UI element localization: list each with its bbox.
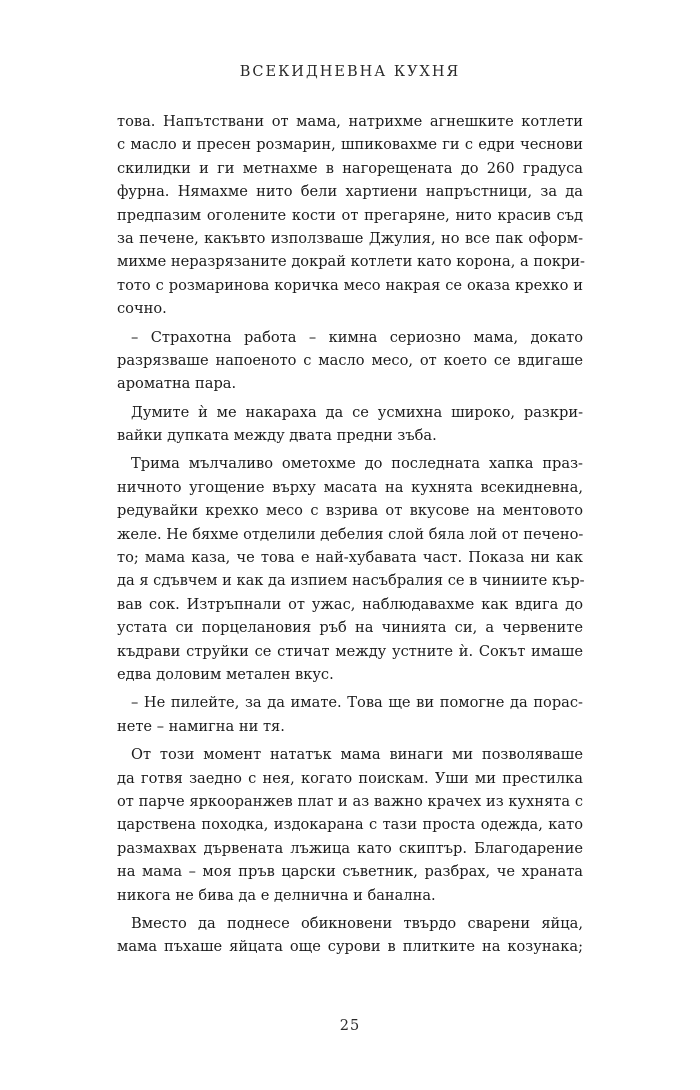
paragraph [117,401,583,448]
text-line: нете – намигна ни тя. [117,717,285,735]
text-line: то; мама каза, че това е най-хубавата част. Показа ни как [117,549,583,567]
page-number: 25 [339,1018,361,1034]
text-line: това. Напътствани от мама, натрихме агнешките котлети [117,113,583,130]
text-line: фурна. Нямахме нито бели хартиени напръстници, за да [117,183,583,201]
text-line: предпазим оголените кости от прегаряне, нито красив съд [117,206,583,224]
body-text [117,110,583,959]
text-line: от парче яркооранжев плат и аз важно крачех из кухнята с [117,792,583,810]
text-line: желе. Не бяхме отделили дебелия слой бяла лой от печено- [117,525,584,543]
text-line: михме неразрязаните докрай котлети като корона, а покри- [117,253,585,271]
text-line: Трима мълчаливо ометохме до последната хапка праз- [131,455,583,473]
text-line: с масло и пресен розмарин, шпиковахме ги с едри чеснови [117,136,583,154]
text-line: Вместо да поднесе обикновени твърдо сварени яйца, [131,914,583,932]
paragraph [117,110,583,321]
text-line: ничното угощение върху масата на кухнята всекидневна, [117,478,583,496]
text-line: тото с розмаринова коричка месо накрая се оказа крехко и [117,276,583,294]
text-line: мама пъхаше яйцата още сурови в плитките на козунака; [117,938,583,956]
text-line: редувайки крехко месо с взрива от вкусове на ментовото [117,502,583,520]
text-line: размахвах дървената лъжица като скиптър. Благодарение [117,839,583,857]
text-line: вав сок. Изтръпнали от ужас, наблюдавахме как вдига до [117,595,583,613]
text-line: да я сдъвчем и как да изпием насъбралия се в чиниите кър- [117,572,585,590]
text-line: за печене, какъвто използваше Джулия, но все пак оформ- [117,229,583,247]
text-line: разрязваше напоеното с масло месо, от което се вдигаше [117,351,583,369]
text-line: сочно. [117,300,167,318]
text-line: вайки дупката между двата предни зъба. [117,427,437,445]
paragraph [117,326,583,396]
text-line: – Не пилейте, за да имате. Това ще ви помогне да порас- [131,694,583,712]
text-line: къдрави струйки се стичат между устните ѝ. Сокът имаше [117,642,583,660]
paragraph [117,452,583,686]
text-line: – Страхотна работа – кимна сериозно мама, докато [131,328,583,346]
text-line: От този момент нататък мама винаги ми позволяваше [131,746,583,764]
text-line: ароматна пара. [117,375,237,393]
text-line: скилидки и ги метнахме в нагорещената до 260 градуса [117,159,583,177]
text-line: никога не бива да е делнична и банална. [117,886,436,904]
paragraph [117,743,583,907]
text-line: на мама – моя пръв царски съветник, разбрах, че храната [117,863,583,881]
text-line: Думите ѝ ме накараха да се усмихна широко, разкри- [131,403,583,421]
text-line: устата си порцелановия ръб на чинията си, а червените [117,619,583,637]
text-line: да готвя заедно с нея, когато поискам. Уши ми престилка [117,769,583,787]
paragraph [117,912,583,959]
text-line: едва доловим метален вкус. [117,665,334,683]
paragraph [117,691,583,738]
running-header: ВСЕКИДНЕВНА КУХНЯ [239,64,461,80]
text-line: царствена походка, издокарана с тази проста одежда, като [117,816,583,834]
